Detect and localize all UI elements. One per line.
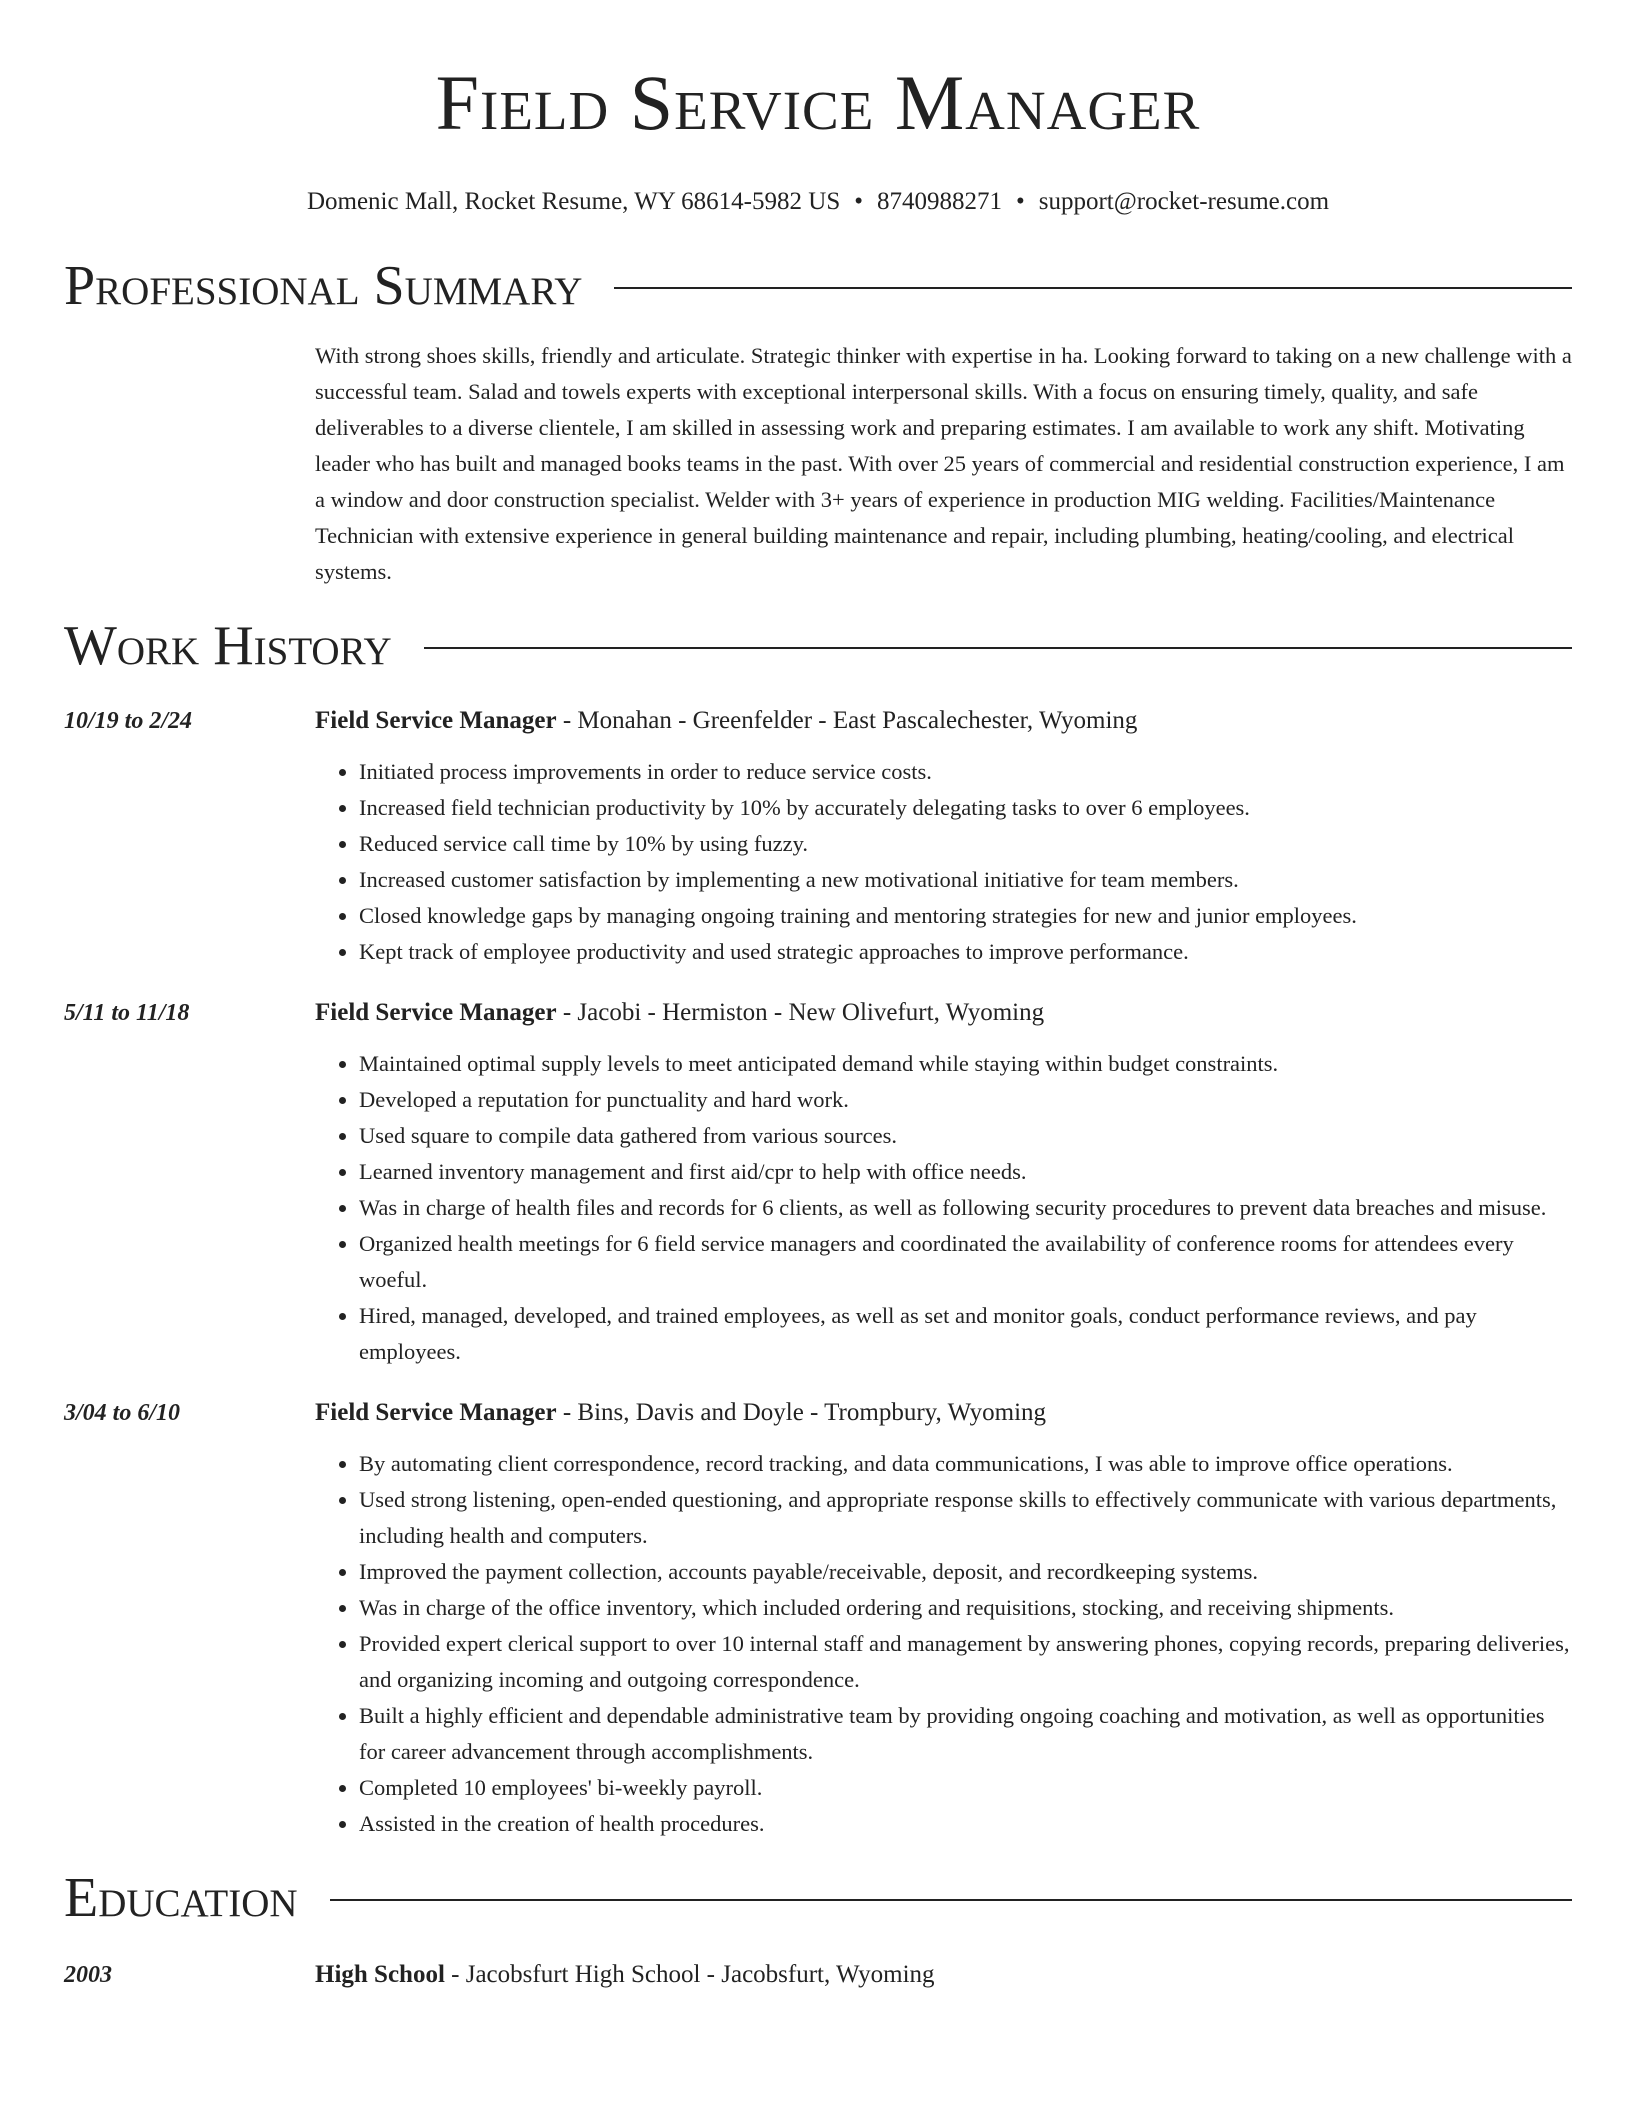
list-item: • Increased customer satisfaction by implementing a new motivational initiative for team members. [359,862,1572,898]
list-item: • Maintained optimal supply levels to meet anticipated demand while staying within budget constraints. [359,1046,1572,1082]
resume-name: Field Service Manager [435,59,1201,146]
job-title-line [315,704,1572,738]
job-title: Field Service Manager [315,707,557,734]
education-section-header [64,1866,1572,1930]
job-title-line [315,996,1572,1030]
list-item: • Was in charge of health files and records for 6 clients, as well as following security procedures to prevent data breaches and misuse. [359,1190,1572,1226]
list-item: • Developed a reputation for punctuality and hard work. [359,1082,1572,1118]
section-divider [614,287,1572,289]
job-entry [64,996,1572,1370]
job-details: - Monahan - Greenfelder - East Pascalechester, Wyoming [556,707,1138,734]
summary-text: With strong shoes skills, friendly and articulate. Strategic thinker with expertise in ha. Looking forward to taking on a new challenge with a successful team. Salad and towels experts with exceptional interpersonal skills. With a focus on ensuring timely, quality, and safe deliverables to a diverse clientele, I am skilled in assessing work and preparing estimates. I am available to work any shift. Motivating leader who has built and managed books teams in the past. With over 25 years of commercial and residential construction experience, I am a window and door construction specialist. Welder with 3+ years of experience in production MIG welding. Facilities/Maintenance Technician with extensive experience in general building maintenance and repair, including plumbing, heating/cooling, and electrical systems. [315,343,1572,584]
job-details: - Bins, Davis and Doyle - Trompbury, Wyoming [556,1399,1047,1426]
list-item: • Reduced service call time by 10% by using fuzzy. [359,826,1572,862]
list-item: • Increased field technician productivity by 10% by accurately delegating tasks to over 6 employees. [359,790,1572,826]
job-bullets [315,1446,1572,1842]
education-entry [64,1958,1572,1992]
job-details: - Jacobi - Hermiston - New Olivefurt, Wyoming [556,999,1045,1026]
list-item: • Organized health meetings for 6 field service managers and coordinated the availability of conference rooms for attendees every woeful. [359,1226,1572,1298]
contact-address: Domenic Mall, Rocket Resume, WY 68614-5982 US [306,188,841,215]
contact-separator: • [1015,188,1025,215]
list-item: • Built a highly efficient and dependable administrative team by providing ongoing coaching and motivation, as well as opportunities for career advancement through accomplishments. [359,1698,1572,1770]
job-entry [64,704,1572,970]
list-item: • Completed 10 employees' bi-weekly payroll. [359,1770,1572,1806]
job-dates: 3/04 to 6/10 [64,1400,181,1426]
list-item: • Kept track of employee productivity and used strategic approaches to improve performance. [359,934,1572,970]
list-item: • Was in charge of the office inventory, which included ordering and requisitions, stocking, and receiving shipments. [359,1590,1572,1626]
contact-phone: 8740988271 [876,188,1002,215]
education-details: - Jacobsfurt High School - Jacobsfurt, Wyoming [444,1961,935,1988]
list-item: • Provided expert clerical support to over 10 internal staff and management by answering phones, copying records, preparing deliveries, and organizing incoming and outgoing correspondence. [359,1626,1572,1698]
education-degree: High School [315,1961,445,1988]
contact-separator: • [854,188,863,215]
list-item: • Assisted in the creation of health procedures. [359,1806,1572,1842]
job-body [315,704,1572,970]
job-title: Field Service Manager [315,999,557,1026]
list-item: • Used square to compile data gathered from various sources. [359,1118,1572,1154]
section-divider [424,647,1572,649]
contact-line [64,186,1572,218]
education-line [315,1958,1572,1992]
list-item: • Learned inventory management and first aid/cpr to help with office needs. [359,1154,1572,1190]
job-title: Field Service Manager [315,1399,557,1426]
list-item: • Hired, managed, developed, and trained employees, as well as set and monitor goals, conduct performance reviews, and pay employees. [359,1298,1572,1370]
list-item: • Initiated process improvements in order to reduce service costs. [359,754,1572,790]
education-heading: Education [64,1867,298,1929]
section-divider [330,1899,1572,1901]
job-title-line [315,1396,1572,1430]
work-heading: Work History [64,615,392,677]
summary-section-header [64,254,1572,318]
job-body [315,1396,1572,1842]
contact-email: support@rocket-resume.com [1038,188,1330,215]
list-item: • Used strong listening, open-ended questioning, and appropriate response skills to effectively communicate with various departments, including health and computers. [359,1482,1572,1554]
job-body [315,996,1572,1370]
job-entry [64,1396,1572,1842]
job-bullets [315,1046,1572,1370]
job-dates: 5/11 to 11/18 [64,1000,190,1026]
list-item: • By automating client correspondence, record tracking, and data communications, I was able to improve office operations. [359,1446,1572,1482]
list-item: • Closed knowledge gaps by managing ongoing training and mentoring strategies for new and junior employees. [359,898,1572,934]
education-year: 2003 [64,1962,112,1988]
job-bullets [315,754,1572,970]
summary-heading: Professional Summary [64,255,583,317]
list-item: • Improved the payment collection, accounts payable/receivable, deposit, and recordkeeping systems. [359,1554,1572,1590]
education-body [315,1958,1572,1992]
work-section-header [64,614,1572,678]
job-dates: 10/19 to 2/24 [64,708,193,734]
